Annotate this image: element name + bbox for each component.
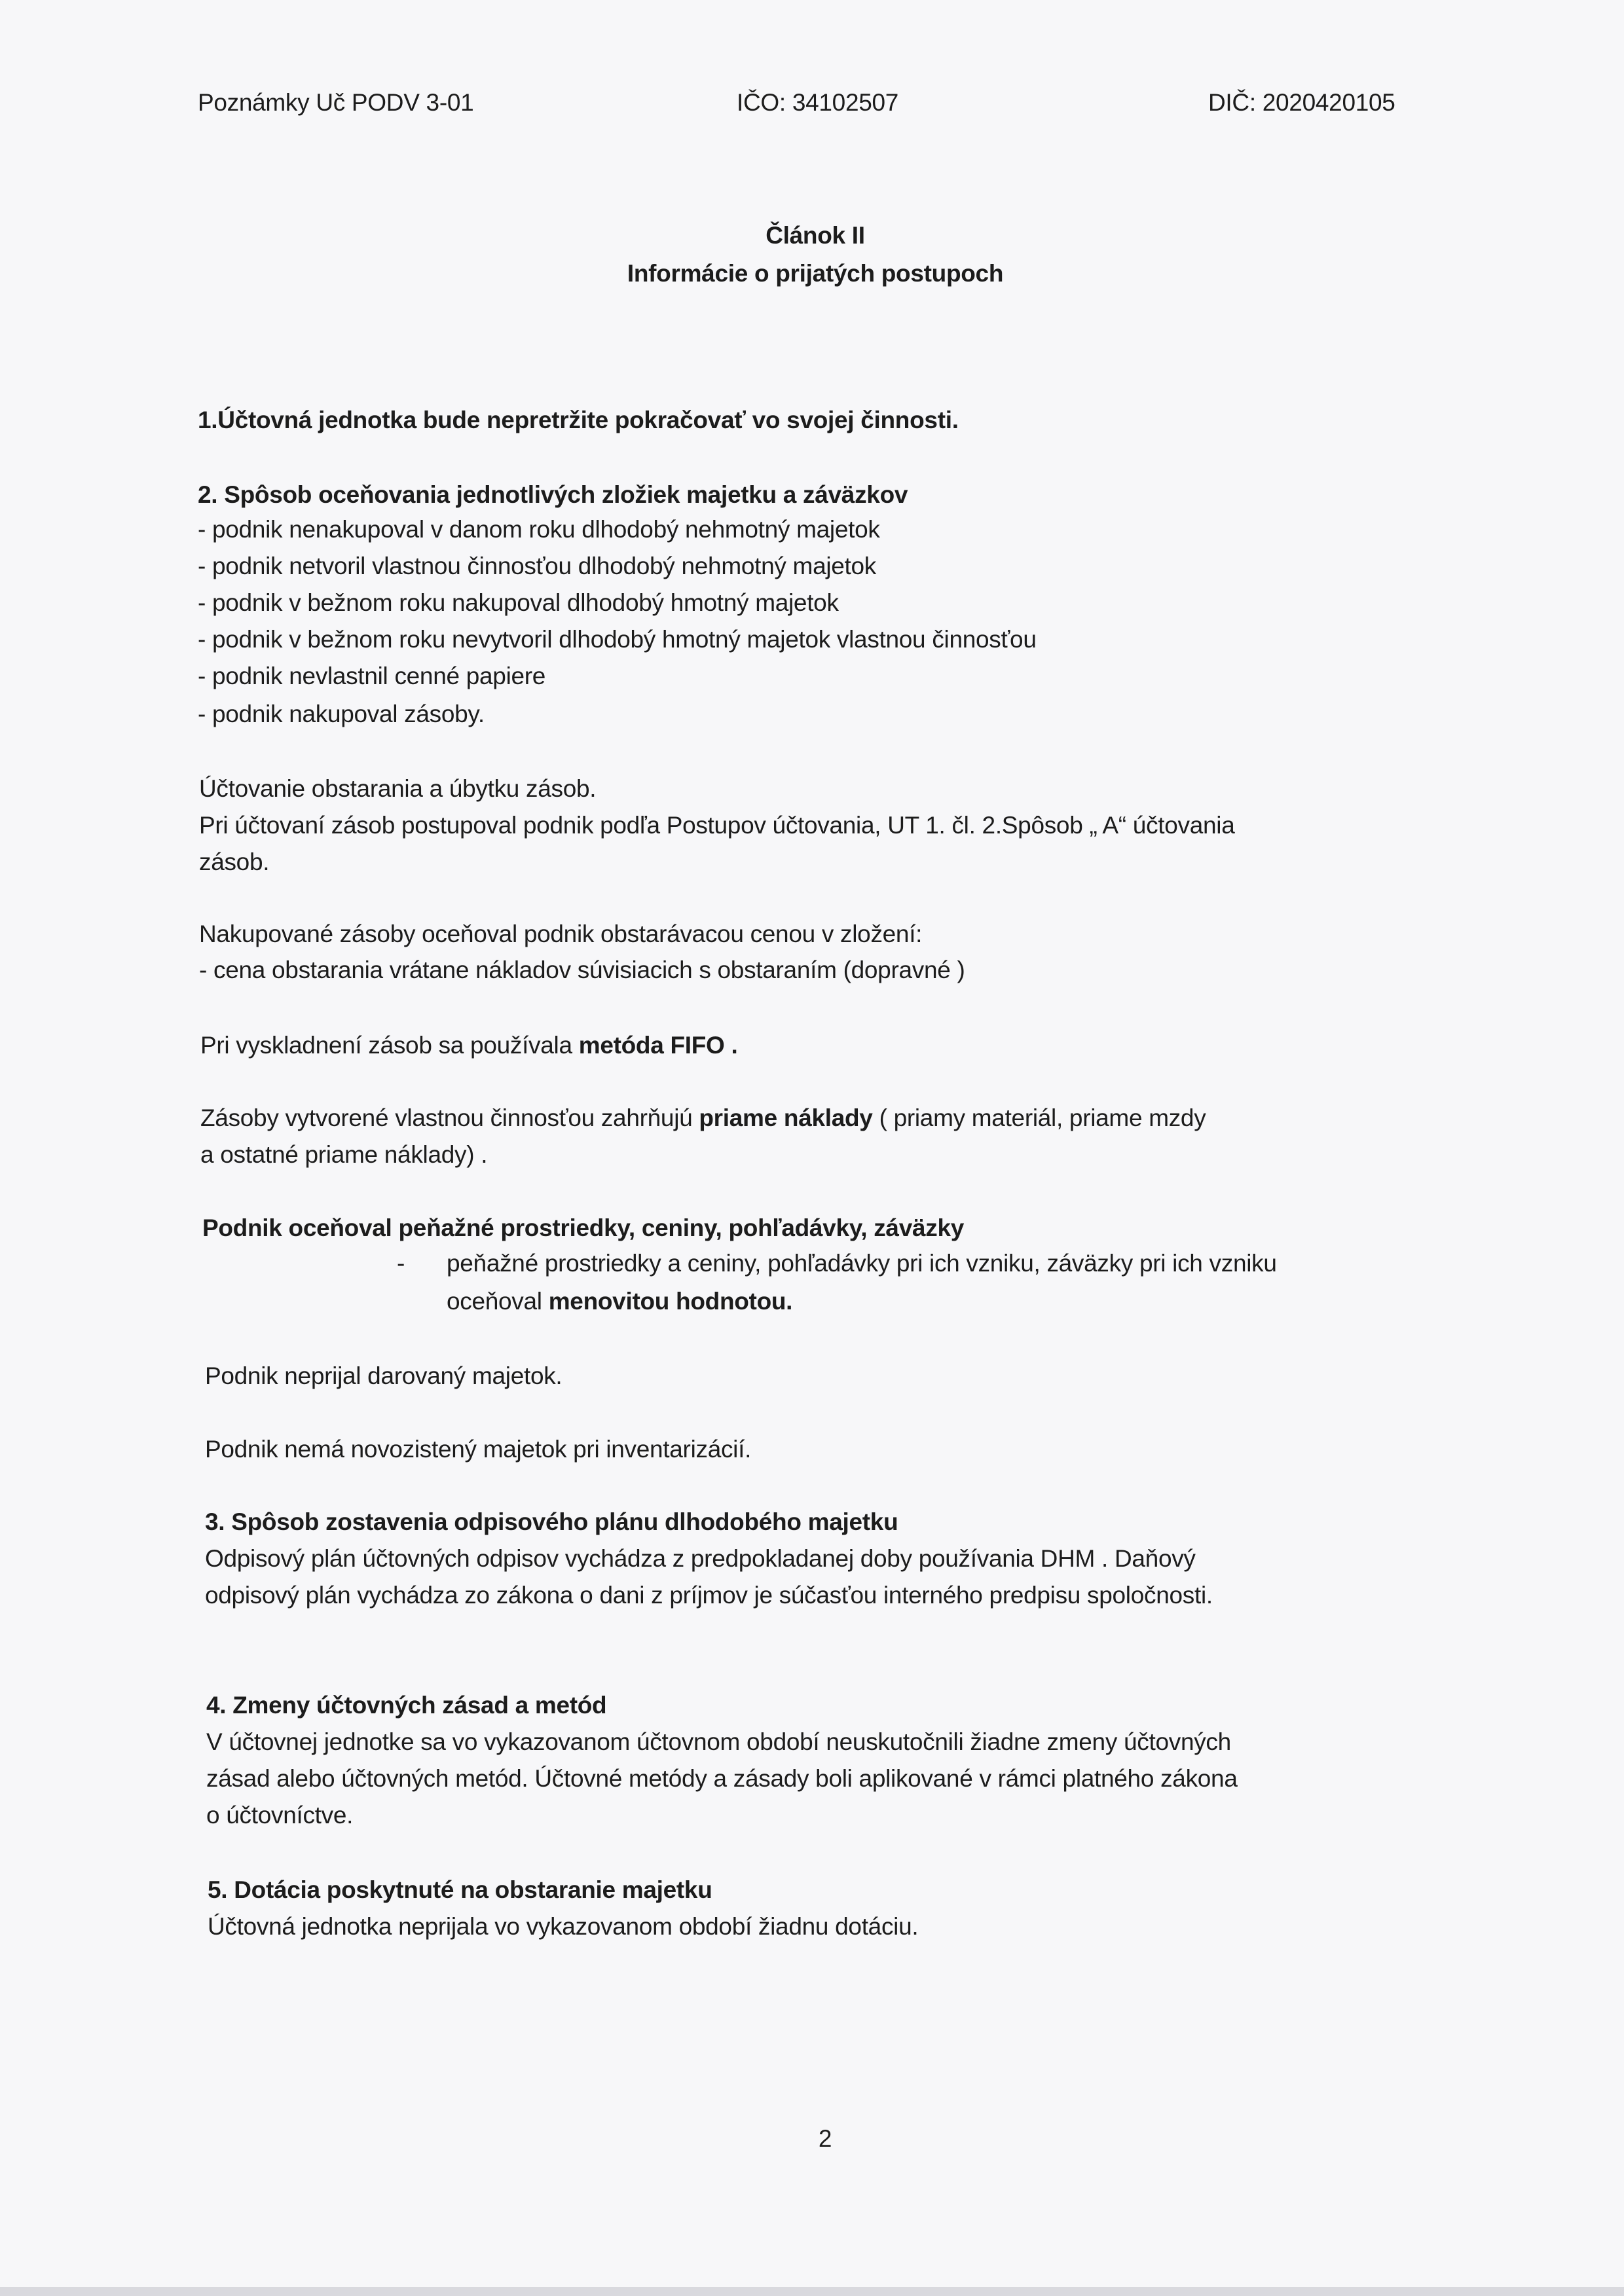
scan-edge xyxy=(0,2287,1624,2296)
penazne-text: oceňoval xyxy=(447,1288,549,1315)
fifo-line xyxy=(200,1031,738,1060)
zasoby-bold: priame náklady xyxy=(699,1104,873,1131)
list-item: - podnik v bežnom roku nakupoval dlhodobý hmotný majetok xyxy=(198,589,839,616)
section-1: 1.Účtovná jednotka bude nepretržite pokračovať vo svojej činnosti. xyxy=(198,407,959,433)
section-4-heading: 4. Zmeny účtovných zásad a metód xyxy=(206,1692,607,1719)
paragraph-line: zásob. xyxy=(199,848,270,875)
article-subtitle: Informácie o prijatých postupoch xyxy=(627,260,1004,287)
header-notes: Poznámky Uč PODV 3-01 xyxy=(198,89,474,116)
fifo-method: metóda FIFO . xyxy=(578,1032,738,1059)
list-item: - podnik v bežnom roku nevytvoril dlhodobý hmotný majetok vlastnou činnosťou xyxy=(198,626,1037,653)
header-ico: IČO: 34102507 xyxy=(737,89,899,116)
paragraph-line: Podnik nemá novozistený majetok pri inventarizácií. xyxy=(205,1436,752,1463)
paragraph-line: Účtovná jednotka neprijala vo vykazovanom období žiadnu dotáciu. xyxy=(208,1913,919,1940)
paragraph-line: odpisový plán vychádza zo zákona o dani z príjmov je súčasťou interného predpisu spoločnosti. xyxy=(205,1582,1213,1609)
page-number: 2 xyxy=(818,2125,832,2152)
penazne-bold: menovitou hodnotou. xyxy=(548,1288,793,1315)
paragraph-line: Podnik neprijal darovaný majetok. xyxy=(205,1362,563,1389)
section-5-heading: 5. Dotácia poskytnuté na obstaranie majetku xyxy=(208,1876,712,1903)
paragraph-line: a ostatné priame náklady) . xyxy=(200,1141,488,1168)
section-3-heading: 3. Spôsob zostavenia odpisového plánu dlhodobého majetku xyxy=(205,1508,898,1535)
list-item: - podnik nevlastnil cenné papiere xyxy=(198,663,546,689)
header-dic: DIČ: 2020420105 xyxy=(1208,89,1395,116)
paragraph-line: peňažné prostriedky a ceniny, pohľadávky pri ich vzniku, záväzky pri ich vzniku xyxy=(447,1250,1277,1277)
dash: - xyxy=(397,1250,405,1277)
section-2-heading: 2. Spôsob oceňovania jednotlivých zložiek majetku a záväzkov xyxy=(198,481,908,508)
article-title: Článok II xyxy=(766,222,865,249)
paragraph-line: - cena obstarania vrátane nákladov súvisiacich s obstaraním (dopravné ) xyxy=(199,957,965,983)
zasoby-text: Zásoby vytvorené vlastnou činnosťou zahrňujú xyxy=(200,1104,699,1131)
list-item: - podnik nenakupoval v danom roku dlhodobý nehmotný majetok xyxy=(198,516,880,543)
list-item: - podnik netvoril vlastnou činnosťou dlhodobý nehmotný majetok xyxy=(198,553,877,579)
paragraph-line: Odpisový plán účtovných odpisov vychádza z predpokladanej doby používania DHM . Daňový xyxy=(205,1545,1196,1572)
fifo-text: Pri vyskladnení zásob sa používala xyxy=(200,1032,579,1059)
paragraph-line: V účtovnej jednotke sa vo vykazovanom účtovnom období neuskutočnili žiadne zmeny účtovných xyxy=(206,1728,1231,1755)
paragraph-line: zásad alebo účtovných metód. Účtovné metódy a zásady boli aplikované v rámci platného zákona xyxy=(206,1765,1238,1792)
penazne-heading: Podnik oceňoval peňažné prostriedky, ceniny, pohľadávky, záväzky xyxy=(202,1214,965,1241)
paragraph-line: Nakupované zásoby oceňoval podnik obstarávacou cenou v zložení: xyxy=(199,920,923,947)
list-item: - podnik nakupoval zásoby. xyxy=(198,701,485,727)
paragraph-line: Pri účtovaní zásob postupoval podnik podľa Postupov účtovania, UT 1. čl. 2.Spôsob „ A“ účtovania xyxy=(199,812,1235,839)
paragraph-line: o účtovníctve. xyxy=(206,1802,354,1829)
paragraph-line: Účtovanie obstarania a úbytku zásob. xyxy=(199,775,597,802)
zasoby-post: ( priamy materiál, priame mzdy xyxy=(872,1104,1206,1131)
penazne-line2 xyxy=(447,1287,792,1316)
zasoby-line xyxy=(200,1104,1206,1133)
